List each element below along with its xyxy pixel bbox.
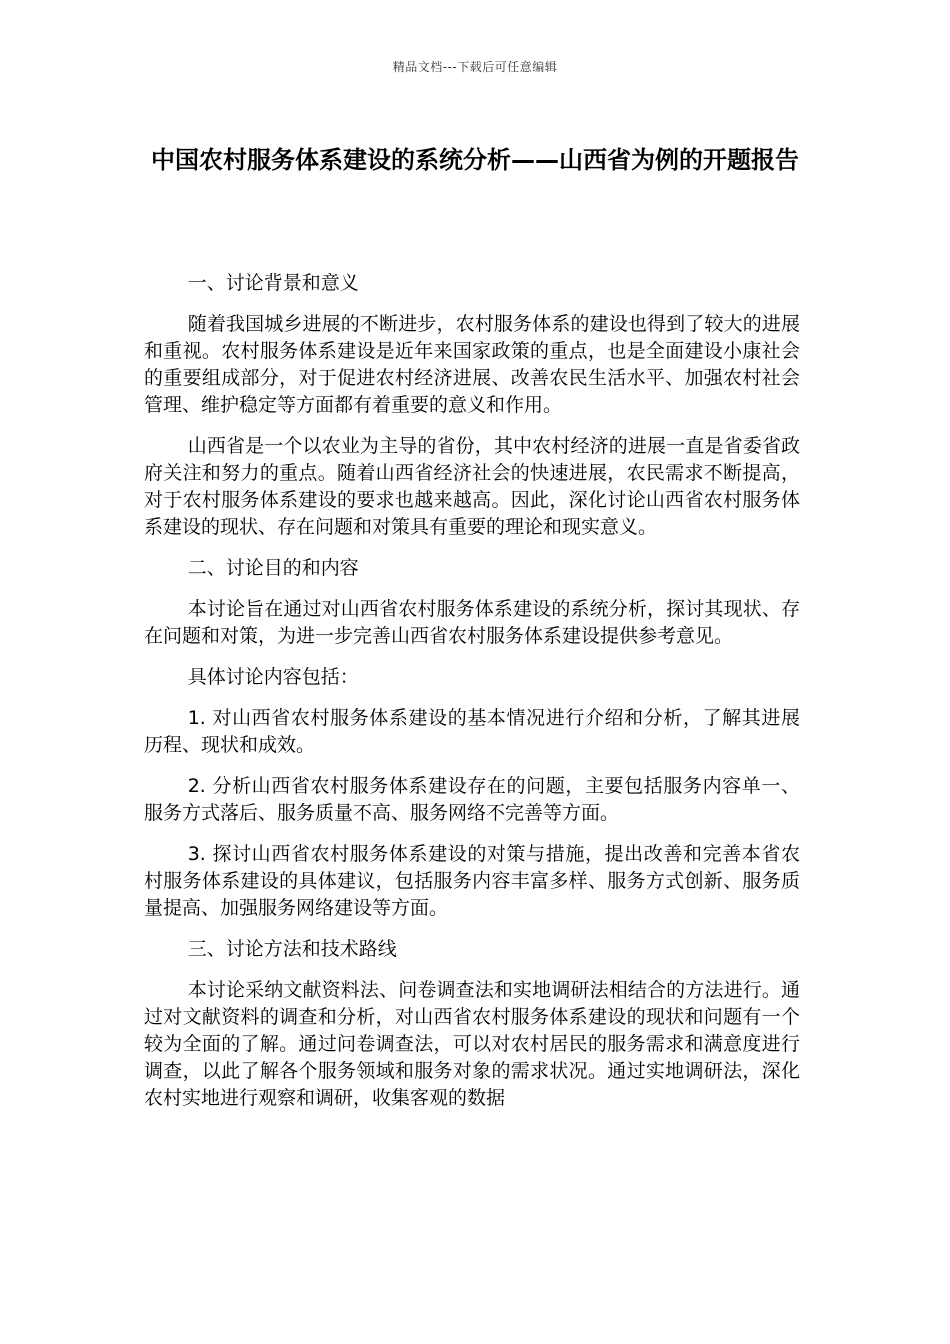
document-title: 中国农村服务体系建设的系统分析——山西省为例的开题报告 bbox=[151, 146, 799, 174]
header-note: 精品文档---下载后可任意编辑 bbox=[392, 60, 558, 74]
section-heading: 三、讨论方法和技术路线 bbox=[187, 938, 397, 960]
paragraph: 本讨论采纳文献资料法、问卷调查法和实地调研法相结合的方法进行。通过对文献资料的调查和分析，对山西省农村服务体系建设的现状和问题有一个较为全面的了解。通过问卷调查法，可以对农村居民的服务需求和满意度进行调查，以此了解各个服务领域和服务对象的需求状况。通过实地调研法，深化农村实地进行观察和调研，收集客观的数据 bbox=[144, 979, 800, 1109]
list-item: 2. 分析山西省农村服务体系建设存在的问题，主要包括服务内容单一、服务方式落后、服务质量不高、服务网络不完善等方面。 bbox=[144, 775, 800, 824]
paragraph: 山西省是一个以农业为主导的省份，其中农村经济的进展一直是省委省政府关注和努力的重点。随着山西省经济社会的快速进展，农民需求不断提高，对于农村服务体系建设的要求也越来越高。因此，深化讨论山西省农村服务体系建设的现状、存在问题和对策具有重要的理论和现实意义。 bbox=[144, 435, 800, 538]
paragraph: 随着我国城乡进展的不断进步，农村服务体系的建设也得到了较大的进展和重视。农村服务体系建设是近年来国家政策的重点，也是全面建设小康社会的重要组成部分，对于促进农村经济进展、改善农民生活水平、加强农村社会管理、维护稳定等方面都有着重要的意义和作用。 bbox=[144, 313, 800, 416]
section-heading: 一、讨论背景和意义 bbox=[187, 272, 359, 294]
list-item: 3. 探讨山西省农村服务体系建设的对策与措施，提出改善和完善本省农村服务体系建设的具体建议，包括服务内容丰富多样、服务方式创新、服务质量提高、加强服务网络建设等方面。 bbox=[144, 843, 800, 919]
list-item: 1. 对山西省农村服务体系建设的基本情况进行介绍和分析，了解其进展历程、现状和成效。 bbox=[144, 707, 800, 756]
section-heading: 二、讨论目的和内容 bbox=[187, 557, 359, 579]
paragraph: 具体讨论内容包括： bbox=[187, 666, 359, 688]
document-body bbox=[144, 270, 800, 1126]
paragraph: 本讨论旨在通过对山西省农村服务体系建设的系统分析，探讨其现状、存在问题和对策，为进一步完善山西省农村服务体系建设提供参考意见。 bbox=[144, 598, 800, 647]
